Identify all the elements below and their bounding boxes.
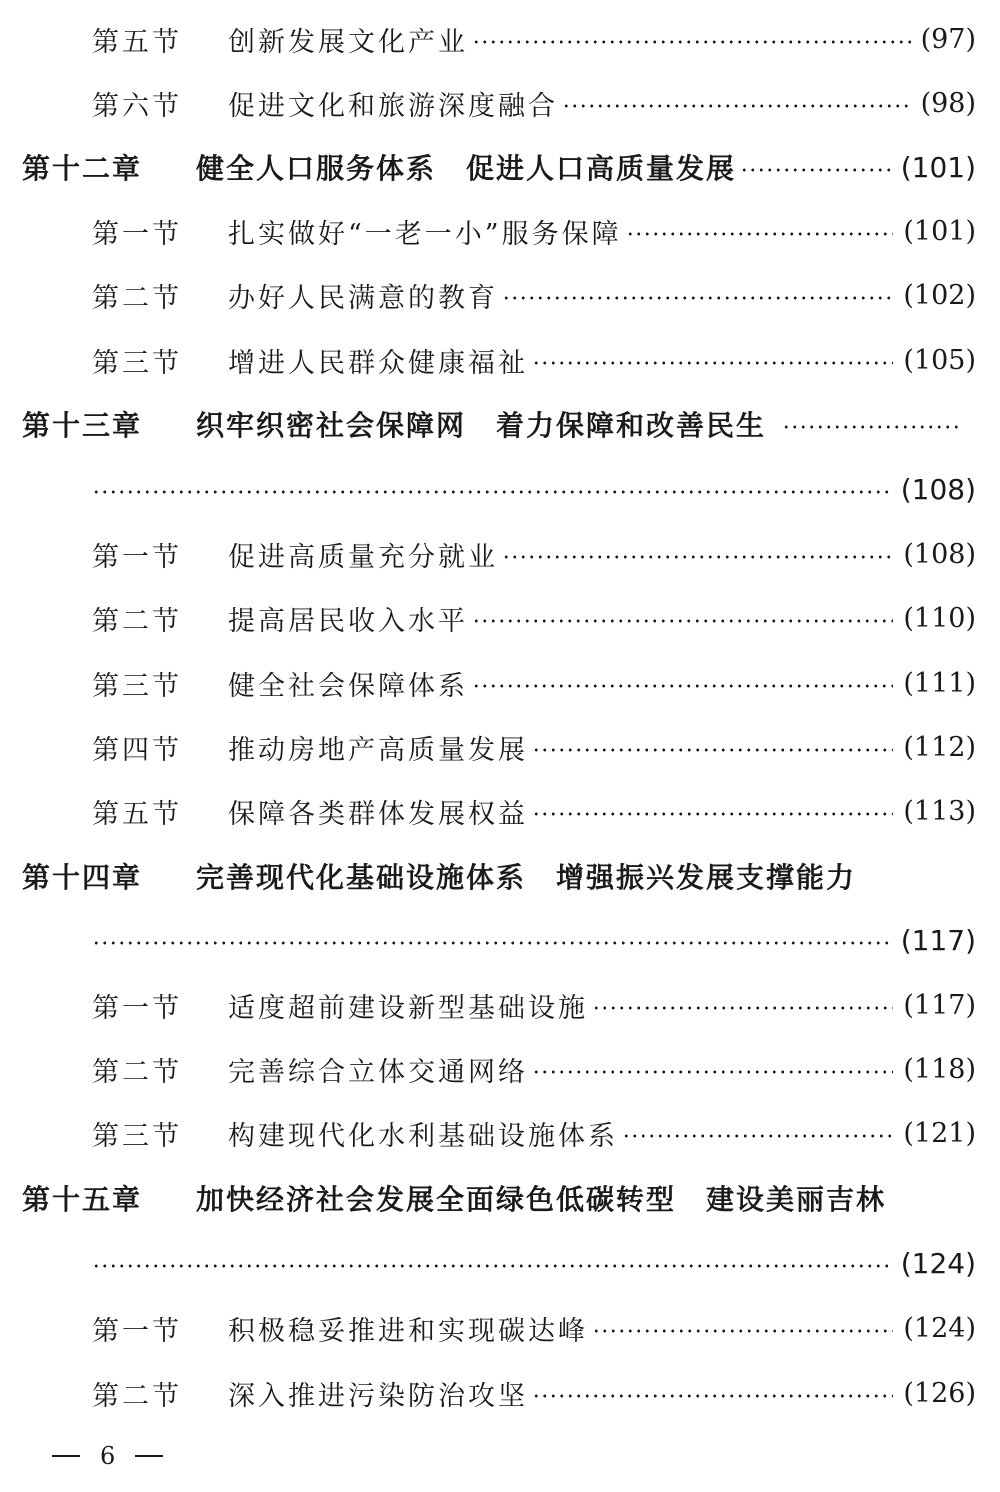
section-label: 第一节	[92, 541, 182, 573]
section-label: 第五节	[92, 798, 182, 830]
section-title: 积极稳妥推进和实现碳达峰	[228, 1315, 588, 1347]
page-number-ref: (101)	[900, 150, 976, 184]
page-number-ref: (108)	[900, 472, 976, 506]
page-number-ref: (124)	[903, 1312, 976, 1344]
toc-section-entry[interactable]	[0, 531, 1000, 577]
section-label: 第三节	[92, 1120, 182, 1152]
dot-leader	[626, 232, 893, 236]
toc-chapter-continuation	[0, 466, 1000, 512]
section-label: 第二节	[92, 1056, 182, 1088]
toc-section-entry[interactable]	[0, 724, 1000, 770]
section-title: 办好人民满意的教育	[228, 282, 498, 314]
dot-leader	[562, 104, 911, 108]
dot-leader	[92, 490, 891, 494]
dot-leader	[532, 361, 893, 365]
toc-section-entry[interactable]	[0, 1370, 1000, 1416]
page-number-ref: (105)	[903, 344, 976, 376]
page-number: 6	[100, 1442, 116, 1470]
section-title: 完善综合立体交通网络	[228, 1056, 528, 1088]
toc-section-entry[interactable]	[0, 272, 1000, 318]
section-label: 第六节	[92, 90, 182, 122]
dot-leader	[92, 941, 891, 945]
toc-chapter-entry[interactable]	[0, 853, 1000, 899]
toc-section-entry[interactable]	[0, 788, 1000, 834]
page-number-ref: (118)	[903, 1053, 976, 1085]
section-title: 提高居民收入水平	[228, 605, 468, 637]
toc-chapter-continuation	[0, 917, 1000, 963]
chapter-label: 第十四章	[22, 861, 143, 894]
toc-chapter-entry[interactable]	[0, 144, 1000, 190]
page-number-ref: (110)	[903, 602, 976, 634]
section-title: 构建现代化水利基础设施体系	[228, 1120, 618, 1152]
page-number-ref: (111)	[903, 667, 976, 699]
toc-chapter-entry[interactable]	[0, 401, 1000, 447]
chapter-title: 织牢织密社会保障网 着力保障和改善民生	[196, 409, 767, 442]
page-number-ref: (97)	[920, 23, 976, 55]
section-title: 推动房地产高质量发展	[228, 734, 528, 766]
toc-section-entry[interactable]	[0, 595, 1000, 641]
page-number-ref: (121)	[903, 1117, 976, 1149]
page-number-ref: (108)	[903, 538, 976, 570]
section-label: 第二节	[92, 1380, 182, 1412]
section-title: 促进高质量充分就业	[228, 541, 498, 573]
chapter-title: 完善现代化基础设施体系 增强振兴发展支撑能力	[196, 861, 857, 894]
section-title: 健全社会保障体系	[228, 670, 468, 702]
section-label: 第三节	[92, 347, 182, 379]
dot-leader	[592, 1329, 893, 1333]
page-number-ref: (101)	[903, 215, 976, 247]
section-label: 第一节	[92, 1315, 182, 1347]
section-label: 第一节	[92, 992, 182, 1024]
toc-section-entry[interactable]	[0, 16, 1000, 62]
toc-section-entry[interactable]	[0, 1110, 1000, 1156]
page-footer	[52, 1436, 163, 1476]
section-title: 促进文化和旅游深度融合	[228, 90, 558, 122]
dot-leader	[472, 619, 893, 623]
section-title: 扎实做好“一老一小”服务保障	[228, 218, 622, 250]
chapter-title: 健全人口服务体系 促进人口高质量发展	[196, 152, 737, 185]
dot-leader	[472, 40, 911, 44]
page-number-ref: (113)	[903, 795, 976, 827]
dot-leader	[622, 1134, 893, 1138]
section-label: 第二节	[92, 282, 182, 314]
dot-leader	[532, 812, 893, 816]
section-label: 第五节	[92, 26, 182, 58]
dot-leader	[502, 555, 893, 559]
page-number-ref: (124)	[900, 1246, 976, 1280]
section-title: 深入推进污染防治攻坚	[228, 1380, 528, 1412]
chapter-title: 加快经济社会发展全面绿色低碳转型 建设美丽吉林	[196, 1183, 887, 1216]
section-title: 适度超前建设新型基础设施	[228, 992, 588, 1024]
toc-section-entry[interactable]	[0, 208, 1000, 254]
dot-leader	[472, 684, 893, 688]
section-label: 第二节	[92, 605, 182, 637]
dot-leader	[740, 168, 891, 172]
page-number-ref: (117)	[903, 989, 976, 1021]
dot-leader	[532, 1070, 893, 1074]
dot-leader	[502, 296, 893, 300]
page-number-ref: (117)	[900, 923, 976, 957]
page-number-ref: (126)	[903, 1377, 976, 1409]
section-label: 第三节	[92, 670, 182, 702]
dot-leader	[92, 1264, 891, 1268]
dot-leader	[782, 425, 960, 429]
toc-section-entry[interactable]	[0, 80, 1000, 126]
page-number-ref: (98)	[920, 87, 976, 119]
section-title: 保障各类群体发展权益	[228, 798, 528, 830]
dot-leader	[592, 1006, 893, 1010]
toc-section-entry[interactable]	[0, 337, 1000, 383]
footer-dash-left	[52, 1455, 80, 1457]
dot-leader	[532, 1394, 893, 1398]
chapter-label: 第十五章	[22, 1183, 143, 1216]
section-title: 增进人民群众健康福祉	[228, 347, 528, 379]
section-title: 创新发展文化产业	[228, 26, 468, 58]
chapter-label: 第十二章	[22, 152, 143, 185]
section-label: 第一节	[92, 218, 182, 250]
toc-chapter-continuation	[0, 1240, 1000, 1286]
chapter-label: 第十三章	[22, 409, 143, 442]
dot-leader	[532, 748, 893, 752]
toc-section-entry[interactable]	[0, 1305, 1000, 1351]
page-number-ref: (112)	[903, 731, 976, 763]
toc-chapter-entry[interactable]	[0, 1175, 1000, 1221]
toc-section-entry[interactable]	[0, 660, 1000, 706]
footer-dash-right	[135, 1455, 163, 1457]
toc-section-entry[interactable]	[0, 1046, 1000, 1092]
toc-section-entry[interactable]	[0, 982, 1000, 1028]
section-label: 第四节	[92, 734, 182, 766]
page-number-ref: (102)	[903, 279, 976, 311]
